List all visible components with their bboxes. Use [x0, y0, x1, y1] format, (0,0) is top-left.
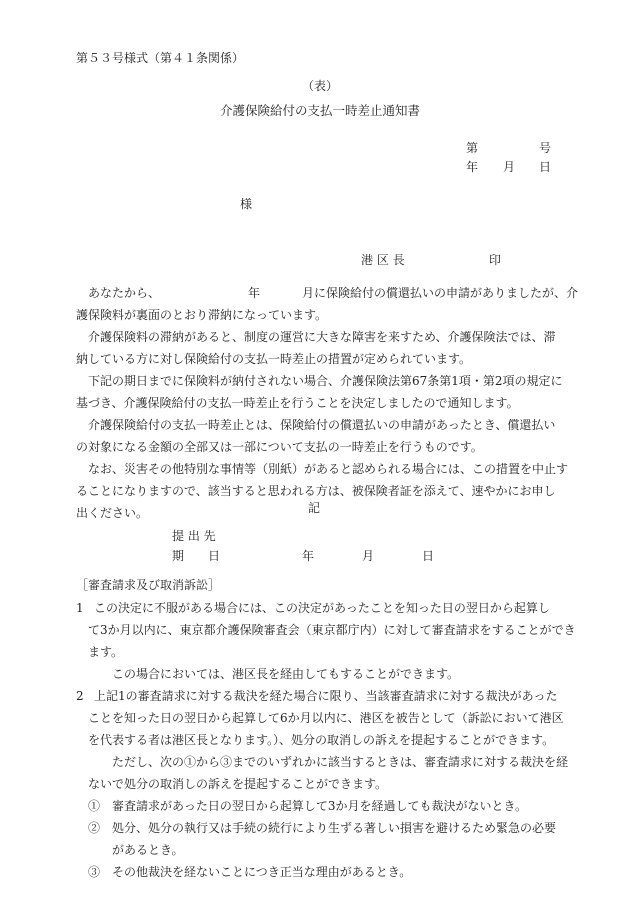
appeal-line	[76, 597, 554, 619]
appeal-line: ないで処分の取消しの訴えを提起することができます。	[88, 777, 388, 791]
notice-body	[76, 282, 579, 524]
body-line-text: あなたから、	[88, 286, 161, 300]
appeal-line: ただし、次の①から③までのいずれかに該当するときは、審査請求に対する裁決を経	[112, 755, 569, 769]
submit-year: 年	[302, 549, 315, 563]
sub-item-2-cont: があるとき。	[112, 843, 184, 857]
sub-item-3: ③ その他裁決を経ないことにつき正当な理由があるとき。	[88, 865, 412, 879]
appeal-item-1	[76, 597, 576, 883]
item-number: 2	[76, 689, 84, 703]
body-line: の対象になる金額の全部又は一部について支払の一時差止を行うものです。	[76, 440, 483, 454]
body-line: 納している方に対し保険給付の支払一時差止の措置が定められています。	[76, 352, 472, 366]
date-month: 月	[503, 160, 516, 174]
issuer-seal: 印	[489, 253, 502, 267]
document-title: 介護保険給付の支払一時差止通知書	[220, 103, 421, 118]
issuer-name: 港 区 長	[361, 253, 405, 267]
body-line-text: 月に保険給付の償還払いの申請がありましたが、介	[302, 286, 579, 300]
body-line: 基づき、介護保険給付の支払一時差止を行うことを決定しましたので通知します。	[76, 396, 519, 410]
appeal-line: て3か月以内に、東京都介護保険審査会（東京都庁内）に対して審査請求をすることができ	[88, 623, 576, 637]
doc-number-suffix: 号	[539, 141, 552, 155]
date-year: 年	[466, 160, 479, 174]
body-line	[76, 282, 579, 304]
form-number: 第５３号様式（第４１条関係）	[76, 51, 245, 65]
submit-day: 日	[422, 549, 435, 563]
appeal-line-text: 上記1の審査請求に対する裁決を経た場合に限り、当該審査請求に対する裁決があった	[94, 689, 558, 703]
appeal-line: ます。	[88, 645, 124, 659]
submit-deadline-label: 期 日	[172, 549, 221, 563]
doc-number-label: 第	[466, 141, 479, 155]
addressee-sama: 様	[240, 197, 253, 211]
date-day: 日	[539, 160, 552, 174]
appeal-line: ことを知った日の翌日から起算して6か月以内に、港区を被告として（訴訟において港区	[88, 711, 564, 725]
body-year: 年	[248, 286, 261, 300]
item-number: 1	[76, 601, 84, 615]
ki-heading: 記	[308, 501, 321, 515]
submit-destination-label: 提 出 先	[172, 529, 216, 543]
appeal-line: この場合においては、港区長を経由してもすることができます。	[112, 667, 460, 681]
appeal-line	[76, 685, 558, 707]
body-line: なお、災害その他特別な事情等（別紙）があると認められる場合には、この措置を中止す	[88, 462, 569, 476]
side-label: （表）	[302, 79, 339, 93]
body-line: 介護保険給付の支払一時差止とは、保険給付の償還払いの申請があったとき、償還払い	[88, 418, 556, 432]
appeal-line-text: この決定に不服がある場合には、この決定があったことを知った日の翌日から起算し	[94, 601, 550, 615]
body-line: ることになりますので、該当すると思われる方は、被保険者証を添えて、速やかにお申し	[76, 484, 556, 498]
body-line: 出ください。	[76, 506, 149, 520]
submit-month: 月	[362, 549, 375, 563]
appeal-heading: ［審査請求及び取消訴訟］	[76, 578, 221, 592]
body-line: 下記の期日までに保険料が納付されない場合、介護保険法第67条第1項・第2項の規定に	[88, 374, 563, 388]
sub-item-2: ② 処分、処分の執行又は手続の続行により生ずる著しい損害を避けるため緊急の必要	[88, 821, 557, 835]
body-line: 護保険料が裏面のとおり滞納になっています。	[76, 308, 328, 322]
sub-item-1: ① 審査請求があった日の翌日から起算して3か月を経過しても裁決がないとき。	[88, 799, 528, 813]
appeal-line: を代表する者は港区長となります。）、処分の取消しの訴えを提起することができます。	[88, 733, 555, 747]
body-line: 介護保険料の滞納があると、制度の運営に大きな障害を来すため、介護保険法では、滞	[88, 330, 556, 344]
